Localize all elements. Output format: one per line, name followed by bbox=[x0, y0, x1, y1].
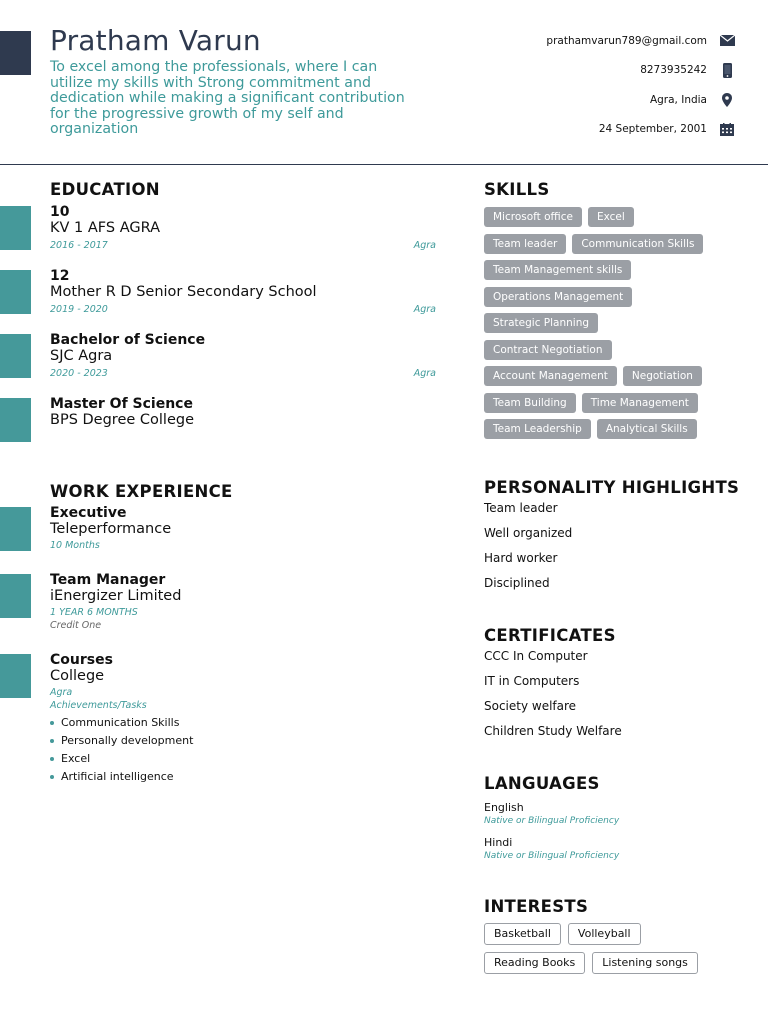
work-duration: 1 YEAR 6 MONTHS bbox=[50, 607, 138, 618]
education-location: Agra bbox=[413, 304, 436, 315]
list-item: Well organized bbox=[484, 526, 573, 540]
work-title: Courses bbox=[50, 652, 113, 668]
email-text[interactable]: prathamvarun789@gmail.com bbox=[546, 34, 707, 47]
languages-list bbox=[484, 801, 619, 871]
birthdate-text: 24 September, 2001 bbox=[598, 123, 707, 136]
languages-heading: LANGUAGES bbox=[484, 774, 600, 793]
header-accent-block bbox=[0, 31, 31, 75]
work-entry bbox=[50, 572, 436, 632]
work-title: Team Manager bbox=[50, 572, 166, 588]
skill-tag: Communication Skills bbox=[572, 234, 703, 254]
header-divider bbox=[0, 164, 768, 165]
work-marker bbox=[0, 507, 31, 551]
list-item bbox=[50, 768, 436, 786]
skill-tag: Team leader bbox=[484, 234, 566, 254]
language-level: Native or Bilingual Proficiency bbox=[484, 816, 620, 826]
work-title: Executive bbox=[50, 505, 127, 521]
contact-info bbox=[495, 26, 735, 144]
bullet-text: Personally development bbox=[61, 734, 194, 747]
contact-location bbox=[495, 85, 735, 115]
education-heading: EDUCATION bbox=[50, 180, 160, 199]
certificates-heading: CERTIFICATES bbox=[484, 626, 616, 645]
achievements-label: Achievements/Tasks bbox=[50, 700, 147, 711]
interest-row bbox=[484, 952, 744, 974]
phone-icon bbox=[719, 63, 735, 77]
skill-tag: Microsoft office bbox=[484, 207, 582, 227]
education-marker bbox=[0, 270, 31, 314]
skill-row bbox=[484, 366, 734, 386]
skill-tag: Team Management skills bbox=[484, 260, 631, 280]
skill-row bbox=[484, 287, 734, 307]
skill-row bbox=[484, 419, 734, 439]
work-entry bbox=[50, 652, 436, 786]
personality-list bbox=[484, 496, 572, 596]
achievements-list bbox=[50, 714, 436, 786]
work-location: Agra bbox=[50, 687, 73, 698]
education-location: Agra bbox=[413, 368, 436, 379]
skill-row bbox=[484, 234, 734, 254]
skill-tag: Time Management bbox=[582, 393, 698, 413]
list-item: IT in Computers bbox=[484, 674, 580, 688]
skill-tag: Strategic Planning bbox=[484, 313, 598, 333]
skill-tag: Account Management bbox=[484, 366, 617, 386]
list-item: Hard worker bbox=[484, 551, 558, 565]
education-marker bbox=[0, 398, 31, 442]
envelope-icon bbox=[719, 34, 735, 48]
contact-phone bbox=[495, 56, 735, 86]
skill-row bbox=[484, 340, 734, 360]
work-company: iEnergizer Limited bbox=[50, 588, 182, 604]
career-objective: To excel among the professionals, where I can utilize my skills with Strong commitment and dedication while making a significant contribution for the progressive growth of my self and organization bbox=[50, 59, 405, 137]
work-marker bbox=[0, 654, 31, 698]
bullet-dot-icon bbox=[50, 775, 54, 779]
education-title: Master Of Science bbox=[50, 396, 193, 412]
skill-row bbox=[484, 207, 734, 227]
bullet-text: Artificial intelligence bbox=[61, 770, 174, 783]
education-dates: 2020 - 2023 bbox=[50, 368, 108, 379]
contact-email bbox=[495, 26, 735, 56]
phone-text[interactable]: 8273935242 bbox=[640, 64, 707, 77]
bullet-text: Excel bbox=[61, 752, 91, 765]
skill-tag: Analytical Skills bbox=[597, 419, 697, 439]
skill-tag: Contract Negotiation bbox=[484, 340, 612, 360]
list-item: CCC In Computer bbox=[484, 649, 588, 663]
work-duration: 10 Months bbox=[50, 540, 100, 551]
education-title: Bachelor of Science bbox=[50, 332, 206, 348]
interests-list bbox=[484, 923, 744, 981]
calendar-icon bbox=[719, 122, 735, 136]
location-pin-icon bbox=[719, 93, 735, 107]
list-item: Disciplined bbox=[484, 576, 550, 590]
education-title: 10 bbox=[50, 204, 70, 220]
interest-row bbox=[484, 923, 744, 945]
education-title: 12 bbox=[50, 268, 70, 284]
bullet-dot-icon bbox=[50, 757, 54, 761]
education-institution: Mother R D Senior Secondary School bbox=[50, 284, 317, 300]
list-item: Children Study Welfare bbox=[484, 724, 622, 738]
candidate-name: Pratham Varun bbox=[50, 24, 261, 57]
skill-tag: Team Leadership bbox=[484, 419, 591, 439]
list-item bbox=[50, 714, 436, 732]
work-company: Teleperformance bbox=[50, 521, 172, 537]
interest-tag: Basketball bbox=[484, 923, 561, 945]
language-name: English bbox=[484, 801, 524, 814]
education-entry bbox=[50, 396, 436, 429]
list-item bbox=[50, 732, 436, 750]
education-meta bbox=[50, 302, 436, 317]
education-dates: 2016 - 2017 bbox=[50, 240, 108, 251]
bullet-dot-icon bbox=[50, 721, 54, 725]
skill-tag: Team Building bbox=[484, 393, 576, 413]
education-dates: 2019 - 2020 bbox=[50, 304, 108, 315]
bullet-dot-icon bbox=[50, 739, 54, 743]
education-marker bbox=[0, 334, 31, 378]
skills-heading: SKILLS bbox=[484, 180, 550, 199]
interest-tag: Reading Books bbox=[484, 952, 585, 974]
language-name: Hindi bbox=[484, 836, 513, 849]
contact-birthdate bbox=[495, 115, 735, 145]
skill-row bbox=[484, 393, 734, 413]
work-company: College bbox=[50, 668, 105, 684]
education-entry bbox=[50, 332, 436, 381]
education-location: Agra bbox=[413, 240, 436, 251]
education-institution: KV 1 AFS AGRA bbox=[50, 220, 160, 236]
work-experience-heading: WORK EXPERIENCE bbox=[50, 482, 233, 501]
list-item: Team leader bbox=[484, 501, 558, 515]
education-institution: BPS Degree College bbox=[50, 412, 194, 428]
location-text: Agra, India bbox=[649, 93, 707, 106]
skill-tag: Excel bbox=[588, 207, 634, 227]
skill-row bbox=[484, 260, 734, 280]
education-entry bbox=[50, 204, 436, 253]
education-marker bbox=[0, 206, 31, 250]
skill-row bbox=[484, 313, 734, 333]
certificates-list bbox=[484, 644, 622, 744]
skill-tag: Operations Management bbox=[484, 287, 632, 307]
education-meta bbox=[50, 366, 436, 381]
interest-tag: Listening songs bbox=[592, 952, 698, 974]
work-entry bbox=[50, 505, 436, 553]
interest-tag: Volleyball bbox=[568, 923, 641, 945]
list-item bbox=[50, 750, 436, 768]
skills-list bbox=[484, 207, 734, 446]
work-marker bbox=[0, 574, 31, 618]
work-note: Credit One bbox=[50, 620, 102, 631]
bullet-text: Communication Skills bbox=[61, 716, 180, 729]
list-item: Society welfare bbox=[484, 699, 577, 713]
interests-heading: INTERESTS bbox=[484, 897, 589, 916]
education-meta bbox=[50, 238, 436, 253]
education-institution: SJC Agra bbox=[50, 348, 113, 364]
personality-heading: PERSONALITY HIGHLIGHTS bbox=[484, 478, 740, 497]
education-entry bbox=[50, 268, 436, 317]
language-level: Native or Bilingual Proficiency bbox=[484, 851, 620, 861]
skill-tag: Negotiation bbox=[623, 366, 702, 386]
